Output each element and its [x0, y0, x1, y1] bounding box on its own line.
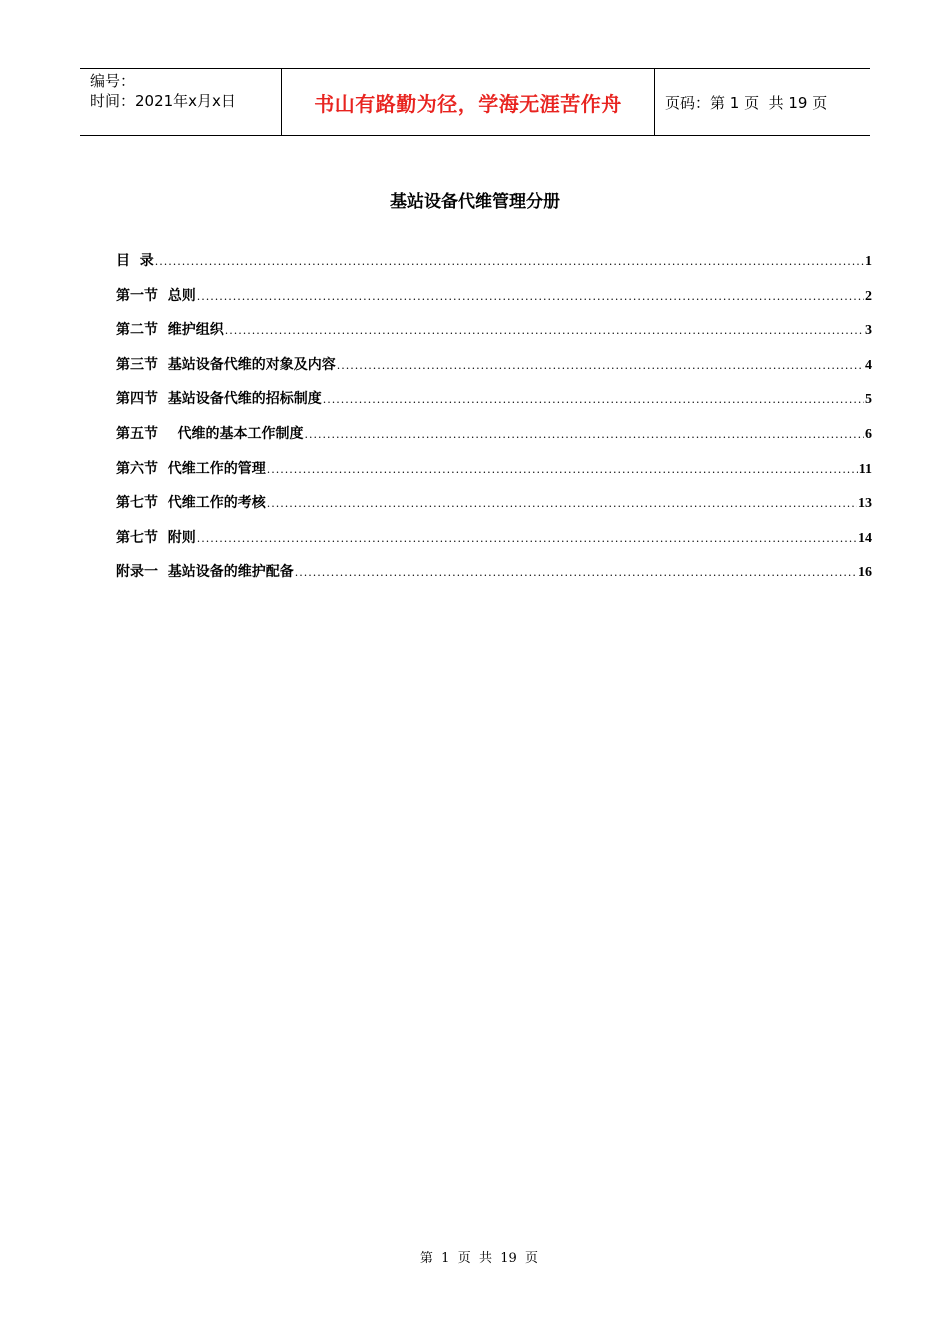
toc-entry-label: 第五节 代维的基本工作制度 — [116, 425, 304, 442]
footer-page-number: 第 1 页 共 19 页 — [419, 1251, 539, 1266]
toc-entry[interactable] — [116, 423, 872, 458]
header-page-info-text: 页码：第 1 页 共 19 页 — [665, 93, 828, 112]
toc-entry-page: 11 — [858, 461, 872, 477]
toc-leader-dots — [225, 324, 864, 337]
toc-leader-dots — [295, 566, 857, 579]
toc-entry-label: 第六节 代维工作的管理 — [116, 460, 266, 477]
toc-entry-page: 6 — [865, 426, 872, 442]
toc-leader-dots — [305, 428, 865, 441]
toc-entry-label: 第四节 基站设备代维的招标制度 — [116, 391, 322, 408]
header-meta — [80, 69, 281, 135]
header-motto: 书山有路勤为径，学海无涯苦作舟 — [281, 69, 655, 135]
toc-entry[interactable] — [116, 458, 872, 493]
page-header — [80, 68, 870, 136]
toc-entry-label: 第三节 基站设备代维的对象及内容 — [116, 356, 336, 373]
toc-entry-page: 5 — [865, 392, 872, 408]
toc-leader-dots — [267, 463, 858, 476]
toc-entry-label: 附录一 基站设备的维护配备 — [116, 564, 294, 581]
toc-leader-dots — [197, 290, 864, 303]
toc-entry[interactable] — [116, 561, 872, 596]
toc-entry-page: 13 — [858, 496, 872, 512]
toc-entry-label: 目 录 — [116, 253, 154, 269]
document-time-label: 时间：2021年x月x日 — [90, 92, 236, 110]
toc-entry-label: 第七节 附则 — [116, 529, 196, 546]
toc-leader-dots — [323, 393, 864, 406]
toc-entry[interactable] — [116, 527, 872, 562]
toc-entry-page: 1 — [865, 254, 872, 269]
toc-entry[interactable] — [116, 285, 872, 320]
header-page-info — [655, 69, 870, 135]
document-title: 基站设备代维管理分册 — [390, 192, 560, 212]
toc-entry-label: 第七节 代维工作的考核 — [116, 495, 266, 512]
toc-entry[interactable] — [116, 319, 872, 354]
toc-entry-label: 第一节 总则 — [116, 287, 196, 304]
toc-entry[interactable] — [116, 250, 872, 285]
toc-entry-label: 第二节 维护组织 — [116, 322, 224, 339]
toc-entry[interactable] — [116, 492, 872, 527]
toc-entry-page: 4 — [865, 357, 872, 373]
document-number-label: 编号： — [90, 72, 136, 90]
toc-leader-dots — [267, 497, 857, 510]
toc-entry-page: 16 — [858, 565, 872, 581]
toc-leader-dots — [197, 532, 857, 545]
toc-entry-page: 2 — [865, 288, 872, 304]
toc-leader-dots — [337, 359, 864, 372]
toc-leader-dots — [155, 255, 864, 268]
page-footer — [0, 1247, 950, 1266]
toc-entry-page: 3 — [865, 323, 872, 339]
toc-entry[interactable] — [116, 354, 872, 389]
toc-entry-page: 14 — [858, 530, 872, 546]
toc-entry[interactable] — [116, 388, 872, 423]
table-of-contents — [116, 250, 872, 596]
